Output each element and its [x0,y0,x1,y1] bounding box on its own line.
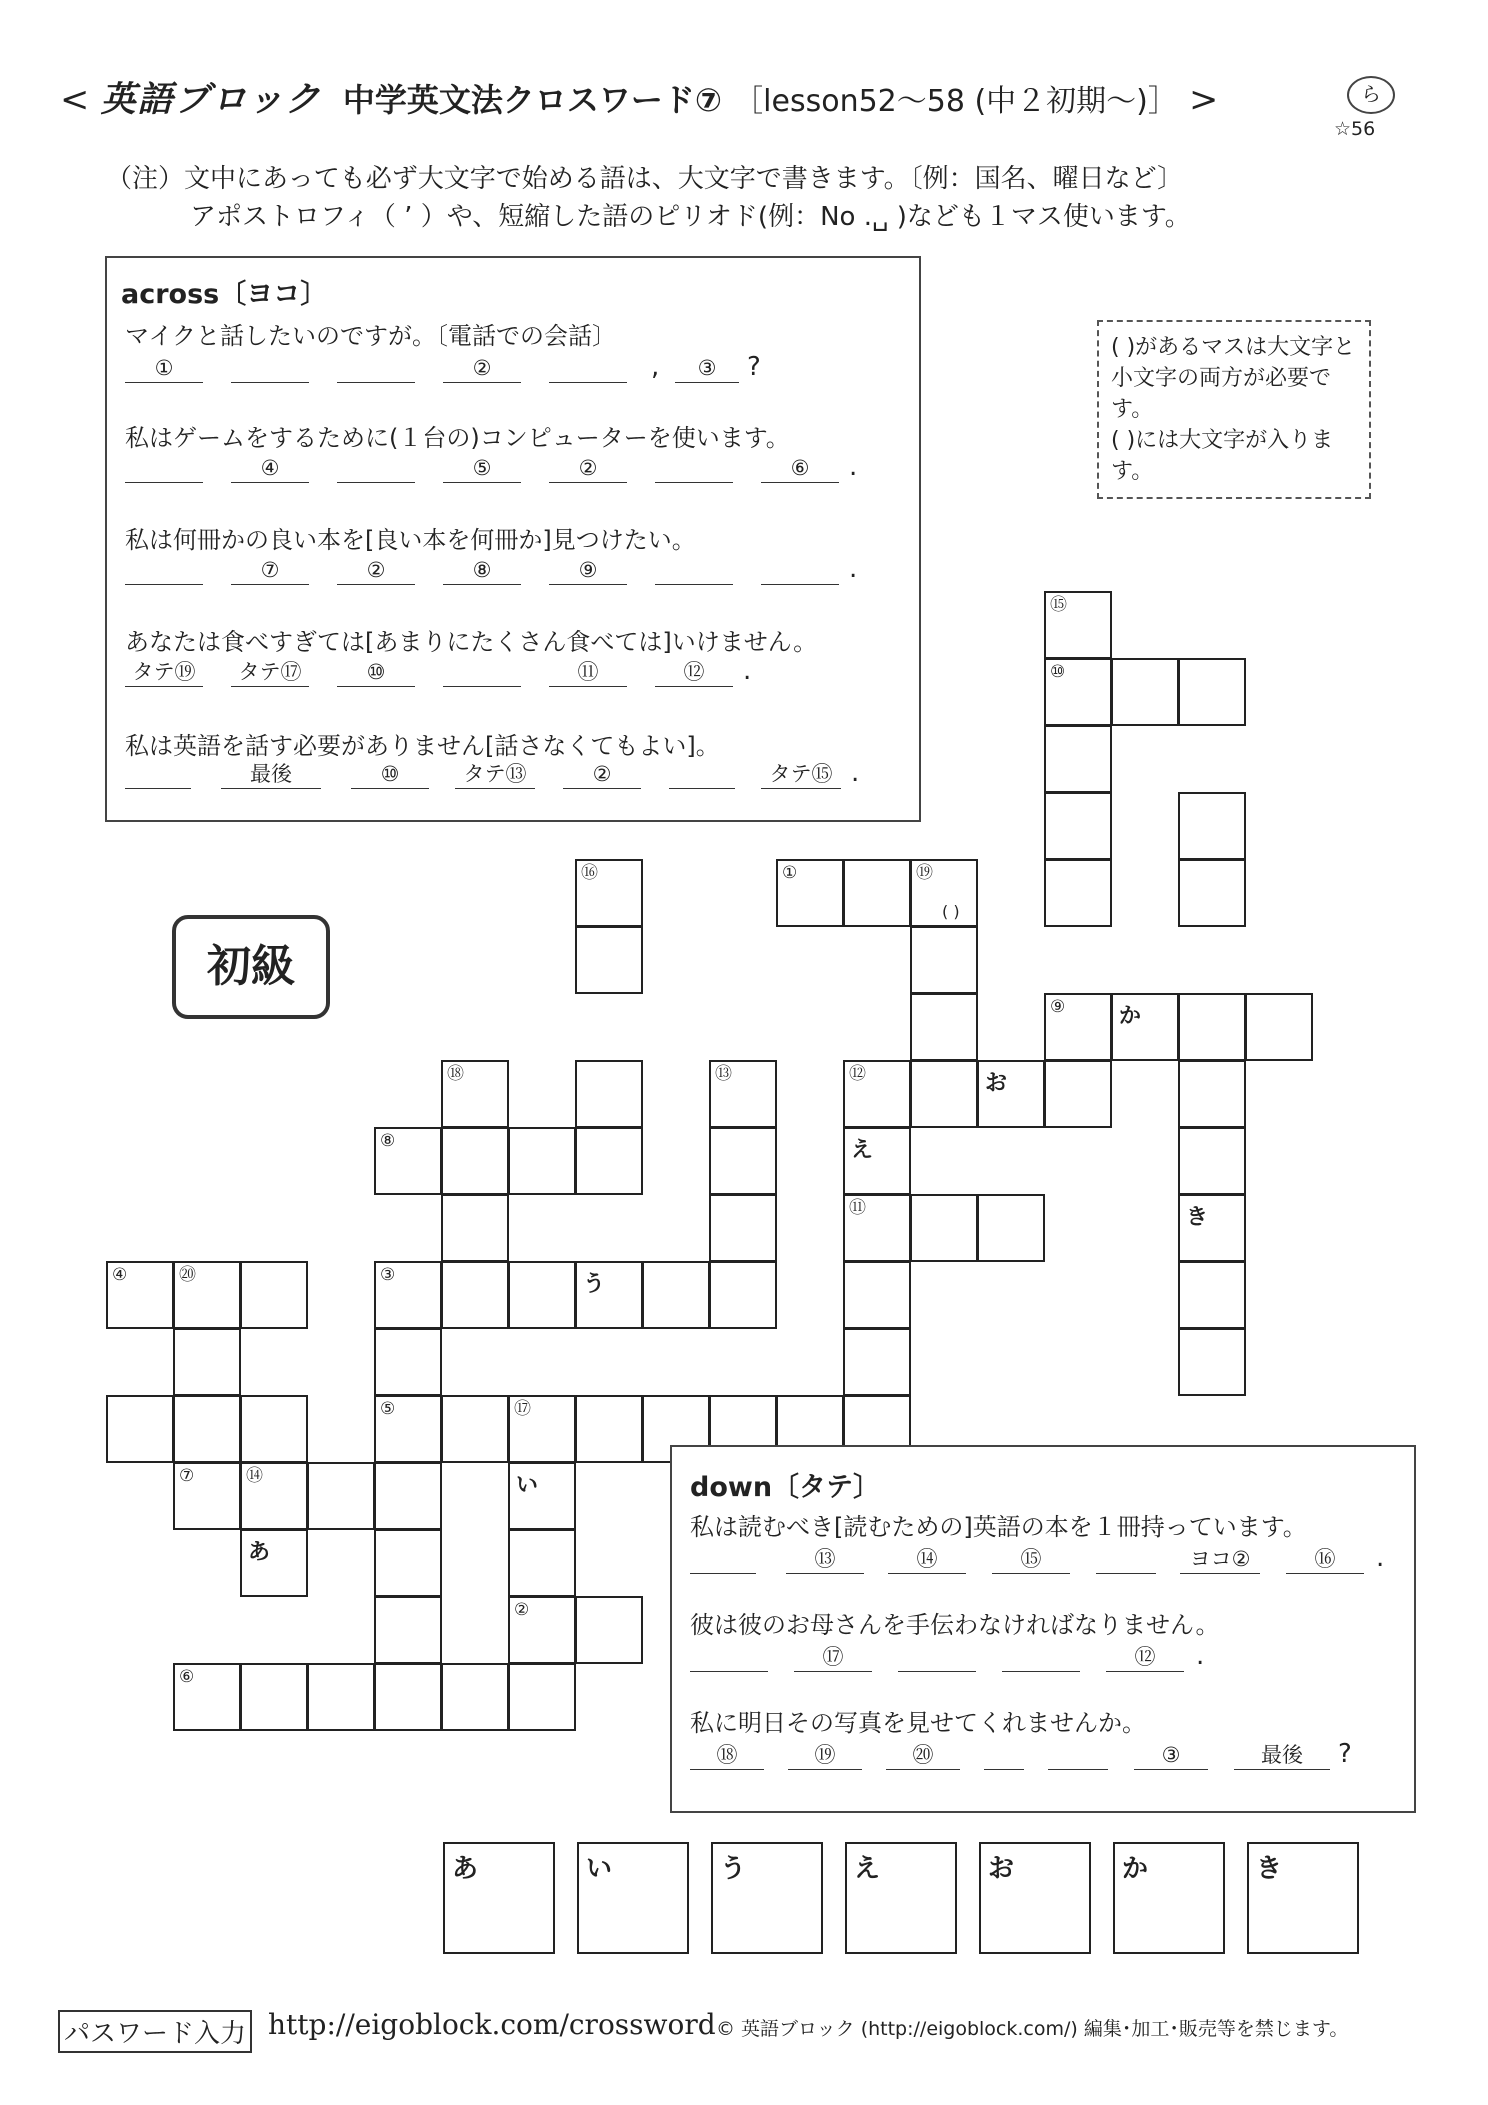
crossword-cell[interactable] [374,1596,442,1664]
blank: ⑱ [690,1741,764,1770]
password-answer-box[interactable] [1247,1842,1359,1954]
across-title: across〔ヨコ〕 [121,279,328,310]
crossword-cell[interactable] [441,1261,509,1329]
blank: 最後 [1234,1741,1330,1770]
clue-number: ⑲ [916,863,933,883]
clue-number: ① [782,863,798,883]
crossword-cell[interactable] [374,1395,442,1463]
crossword-cell[interactable] [910,859,978,927]
password-answer-box[interactable] [845,1842,957,1954]
capital-letter-note [1097,320,1371,499]
crossword-cell[interactable] [240,1462,308,1530]
copyright-notice: © 英語ブロック (http://eigoblock.com/) 編集･加工･販売等を禁じます。 [716,2018,1349,2040]
crossword-cell[interactable] [1044,591,1112,659]
crossword-cell[interactable] [173,1328,241,1396]
blank [898,1643,976,1672]
crossword-cell[interactable] [441,1395,509,1463]
across-sentence-5: 私は英語を話す必要がありません[話さなくてもよい]。 [125,732,720,760]
level-badge: 初級 [172,915,330,1019]
clue-number: ③ [380,1265,396,1285]
blank [1048,1741,1108,1770]
crossword-cell[interactable] [642,1261,710,1329]
blank: ② [549,454,627,483]
clue-number: ⑳ [179,1265,196,1285]
crossword-cell[interactable] [173,1663,241,1731]
crossword-cell[interactable] [173,1395,241,1463]
crossword-cell[interactable] [843,1261,911,1329]
password-kana-marker: か [1119,1004,1142,1029]
crossword-cell[interactable] [1044,1060,1112,1128]
blank: ⑪ [549,658,627,687]
blank: ② [443,354,521,383]
crossword-cell[interactable] [240,1529,308,1597]
crossword-cell[interactable] [843,1060,911,1128]
blank: ヨコ② [1180,1545,1260,1574]
blank [125,760,191,789]
blank: タテ⑮ [761,760,841,789]
blank: ⑳ [886,1741,960,1770]
blank: 最後 [221,760,321,789]
clue-number: ⑫ [849,1064,866,1084]
blank: タテ⑰ [231,658,309,687]
period: . [849,554,858,584]
period: . [1376,1543,1385,1573]
blank: ⑮ [992,1545,1070,1574]
period: . [743,656,752,686]
crossword-cell[interactable] [307,1663,375,1731]
clue-number: ⑱ [447,1064,464,1084]
blank: ⑫ [1106,1643,1184,1672]
crossword-cell[interactable] [910,1194,978,1262]
crossword-cell[interactable] [977,1060,1045,1128]
crossword-cell[interactable] [776,859,844,927]
note-line-2: アポストロフィ（ ’ ）や、短縮した語のピリオド(例：No .␣ )なども１マス使います。 [190,202,1191,232]
crossword-cell[interactable] [575,1060,643,1128]
capital-letter-mark: ( ) [942,902,960,921]
crossword-cell[interactable] [240,1663,308,1731]
blank: タテ⑲ [125,658,203,687]
blank [125,556,203,585]
blank [125,454,203,483]
down-sentence-3: 私に明日その写真を見せてくれませんか。 [690,1709,1146,1737]
crossword-cell[interactable] [173,1261,241,1329]
crossword-cell[interactable] [1178,1060,1246,1128]
clue-number: ④ [112,1265,128,1285]
blank [690,1643,768,1672]
crossword-cell[interactable] [240,1395,308,1463]
crossword-cell[interactable] [508,1261,576,1329]
worksheet-title: 中学英文法クロスワード⑦ [342,81,723,119]
blank [231,354,309,383]
crossword-cell[interactable] [374,1261,442,1329]
across-answer-line-4 [125,658,905,688]
crossword-cell[interactable] [1111,658,1179,726]
across-sentence-1: マイクと話したいのですが。〔電話での会話〕 [125,322,617,350]
note-text-1: ( )があるマスは大文字と小文字の両方が必要です。 [1111,335,1356,422]
clue-number: ⑭ [246,1466,263,1486]
crossword-cell[interactable] [374,1462,442,1530]
crossword-cell[interactable] [508,1529,576,1597]
password-kana-marker: あ [248,1540,271,1565]
down-clue-box [670,1445,1416,1813]
question-mark: ? [1338,1739,1352,1769]
answer-box-label: お [988,1854,1015,1884]
answer-box-label: い [586,1854,613,1884]
crossword-cell[interactable] [374,1328,442,1396]
blank [761,556,839,585]
crossword-cell[interactable] [575,859,643,927]
crossword-cell[interactable] [441,1127,509,1195]
crossword-cell[interactable] [374,1529,442,1597]
blank: ⑰ [794,1643,872,1672]
crossword-cell[interactable] [910,1060,978,1128]
answer-box-label: か [1122,1854,1149,1884]
blank [1096,1545,1156,1574]
blank: ⑩ [351,760,429,789]
crossword-cell[interactable] [843,859,911,927]
blank: ⑬ [786,1545,864,1574]
blank: ⑤ [443,454,521,483]
down-answer-line-3 [690,1741,1400,1771]
blank [690,1545,756,1574]
crossword-cell[interactable] [1178,792,1246,860]
password-answer-box[interactable] [1113,1842,1225,1954]
clue-number: ⑨ [1050,997,1066,1017]
crossword-cell[interactable] [106,1261,174,1329]
clue-number: ⑩ [1050,662,1066,682]
crossword-cell[interactable] [709,1127,777,1195]
blank: ⑩ [337,658,415,687]
crossword-cell[interactable] [508,1462,576,1530]
password-kana-marker: い [516,1473,539,1498]
crossword-cell[interactable] [307,1462,375,1530]
comma: , [651,352,660,382]
crossword-cell[interactable] [508,1127,576,1195]
blank: ③ [1134,1741,1208,1770]
crossword-cell[interactable] [508,1663,576,1731]
crossword-cell[interactable] [709,1060,777,1128]
crossword-cell[interactable] [106,1395,174,1463]
crossword-cell[interactable] [1178,1328,1246,1396]
password-kana-marker: お [985,1071,1008,1096]
blank: タテ⑬ [455,760,535,789]
period: . [849,452,858,482]
clue-number: ⑪ [849,1198,866,1218]
blank: ⑯ [1286,1545,1364,1574]
crossword-cell[interactable] [441,1194,509,1262]
clue-number: ⑧ [380,1131,396,1151]
blank: ⑥ [761,454,839,483]
blank: ③ [675,354,739,383]
down-answer-line-1 [690,1545,1400,1575]
crossword-cell[interactable] [575,1261,643,1329]
crossword-cell[interactable] [843,1328,911,1396]
crossword-cell[interactable] [1178,658,1246,726]
clue-number: ⑯ [581,863,598,883]
crossword-cell[interactable] [1178,859,1246,927]
password-answer-box[interactable] [577,1842,689,1954]
crossword-cell[interactable] [709,1194,777,1262]
crossword-cell[interactable] [1044,792,1112,860]
clue-number: ⑬ [715,1064,732,1084]
crossword-cell[interactable] [575,1596,643,1664]
question-mark: ? [747,352,761,382]
brand-logo: 英語ブロック [100,80,322,120]
answer-box-label: え [854,1854,881,1884]
note-line-1: （注）文中にあっても必ず大文字で始める語は、大文字で書きます。〔例：国名、曜日など〕 [106,164,1184,194]
page-header [60,72,1218,122]
period: . [851,758,860,788]
across-answer-line-5 [125,760,905,790]
blank: ⑲ [788,1741,862,1770]
crossword-cell[interactable] [575,1127,643,1195]
clue-number: ⑤ [380,1399,396,1419]
crossword-cell[interactable] [910,993,978,1061]
blank [443,658,521,687]
down-sentence-2: 彼は彼のお母さんを手伝わなければなりません。 [690,1611,1220,1639]
answer-box-label: あ [452,1854,479,1884]
crossword-url[interactable]: http://eigoblock.com/crossword [268,2008,716,2041]
clue-number: ⑥ [179,1667,195,1687]
down-sentence-1: 私は読むべき[読むための]英語の本を１冊持っています。 [690,1513,1307,1541]
crossword-cell[interactable] [1044,658,1112,726]
answer-box-label: き [1256,1854,1283,1884]
crossword-cell[interactable] [374,1663,442,1731]
password-input-label: パスワード入力 [58,2010,252,2053]
crossword-cell[interactable] [1178,1194,1246,1262]
crossword-cell[interactable] [1178,1261,1246,1329]
blank [549,354,627,383]
blank: ② [337,556,415,585]
password-kana-marker: え [851,1138,874,1163]
clue-number: ⑮ [1050,595,1067,615]
across-clue-box [105,256,921,822]
crossword-cell[interactable] [1044,725,1112,793]
crossword-cell[interactable] [1245,993,1313,1061]
crossword-cell[interactable] [508,1395,576,1463]
across-answer-line-1 [125,354,905,384]
crossword-cell[interactable] [441,1060,509,1128]
blank: ⑭ [888,1545,966,1574]
star-number: ☆56 [1334,118,1376,140]
blank: ⑧ [443,556,521,585]
password-answer-box[interactable] [711,1842,823,1954]
header-lt: < [60,80,90,120]
crossword-cell[interactable] [1178,993,1246,1061]
crossword-cell[interactable] [575,1395,643,1463]
crossword-cell[interactable] [709,1261,777,1329]
blank: ④ [231,454,309,483]
header-gt: > [1189,80,1219,120]
crossword-cell[interactable] [1044,993,1112,1061]
clue-number: ② [514,1600,530,1620]
crossword-cell[interactable] [1111,993,1179,1061]
blank [655,556,733,585]
lesson-range: ［lesson52～58 (中２初期～)］ [733,84,1178,119]
crossword-cell[interactable] [508,1596,576,1664]
down-answer-line-2 [690,1643,1400,1673]
password-kana-marker: き [1186,1205,1209,1230]
blank: ① [125,354,203,383]
blank [337,354,415,383]
down-title: down〔タテ〕 [690,1472,881,1503]
face-icon: ら [1347,76,1395,114]
crossword-cell[interactable] [441,1663,509,1731]
crossword-cell[interactable] [843,1194,911,1262]
blank: ⑦ [231,556,309,585]
crossword-cell[interactable] [240,1261,308,1329]
clue-number: ⑦ [179,1466,195,1486]
crossword-cell[interactable] [843,1127,911,1195]
answer-box-label: う [720,1854,747,1884]
crossword-cell[interactable] [977,1194,1045,1262]
crossword-cell[interactable] [575,926,643,994]
blank: ⑨ [549,556,627,585]
across-answer-line-3 [125,556,905,586]
blank [669,760,735,789]
password-answer-box[interactable] [979,1842,1091,1954]
password-kana-marker: う [583,1272,606,1297]
across-sentence-4: あなたは食べすぎては[あまりにたくさん食べては]いけません。 [125,628,818,656]
password-answer-box[interactable] [443,1842,555,1954]
blank: ⑫ [655,658,733,687]
blank [655,454,733,483]
note-text-2: ( )には大文字が入ります。 [1111,428,1334,484]
blank: ② [563,760,641,789]
crossword-cell[interactable] [374,1127,442,1195]
blank [1002,1643,1080,1672]
across-sentence-3: 私は何冊かの良い本を[良い本を何冊か]見つけたい。 [125,526,696,554]
crossword-cell[interactable] [1044,859,1112,927]
clue-number: ⑰ [514,1399,531,1419]
blank [337,454,415,483]
across-sentence-2: 私はゲームをするために(１台の)コンピューターを使います。 [125,424,790,452]
blank [984,1741,1024,1770]
crossword-cell[interactable] [910,926,978,994]
crossword-cell[interactable] [1178,1127,1246,1195]
period: . [1196,1641,1205,1671]
crossword-cell[interactable] [173,1462,241,1530]
across-answer-line-2 [125,454,905,484]
